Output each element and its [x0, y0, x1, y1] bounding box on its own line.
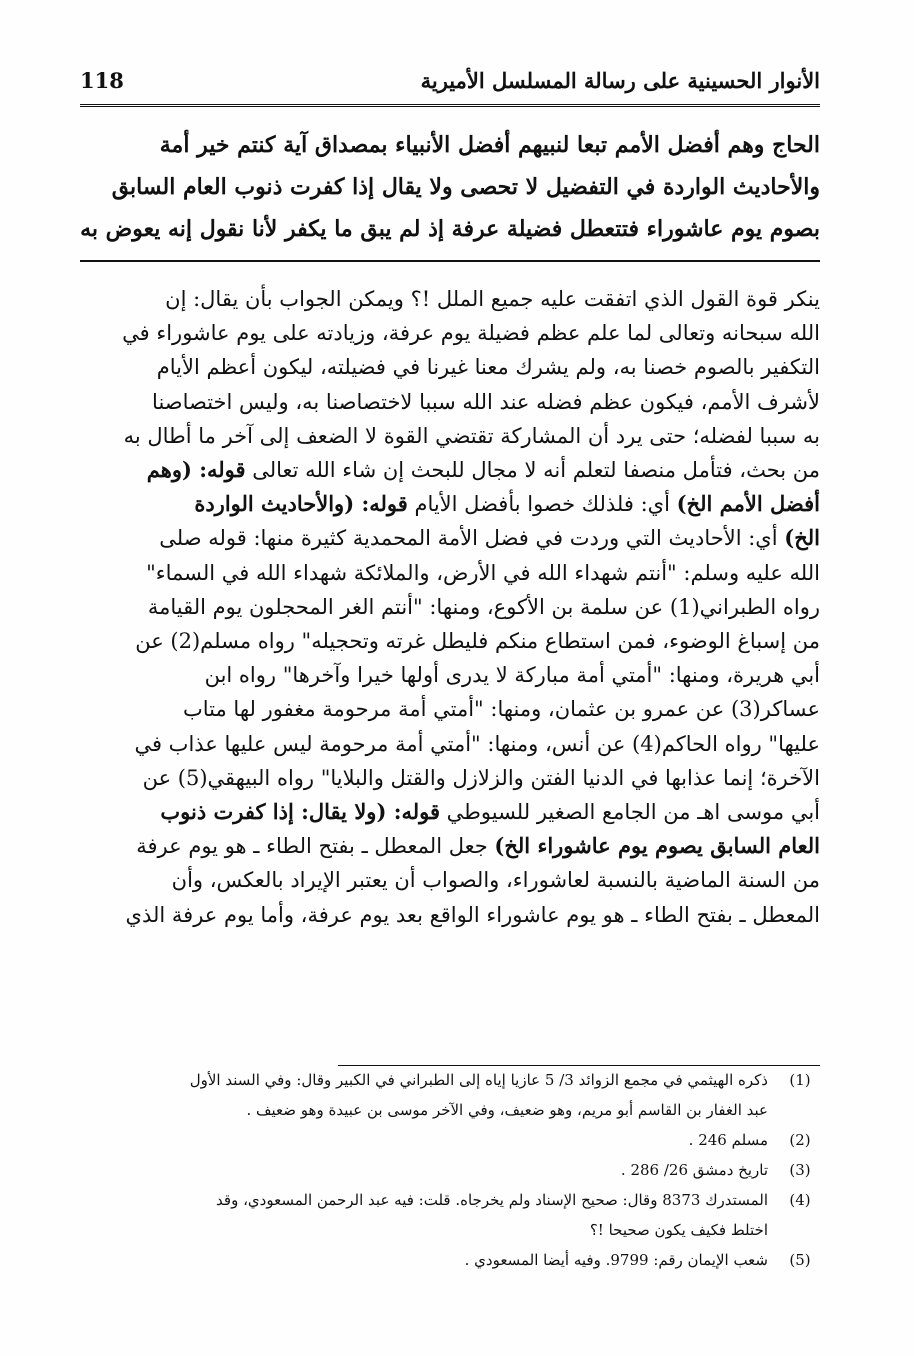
line-text: جعل المعطل ـ بفتح الطاء ـ هو يوم عرفة: [136, 834, 488, 859]
body-line: [80, 385, 820, 419]
body-line: [80, 453, 820, 487]
matn-text: [80, 124, 820, 250]
body-line: [80, 487, 820, 521]
line-text: عساكر(3) عن عمرو بن عثمان، ومنها: "أمتي أمة مرحومة مغفور لها متاب: [183, 697, 820, 722]
footnote: [80, 1245, 820, 1275]
footnote-line: شعب الإيمان رقم: 9799. وفيه أيضا المسعودي .: [464, 1251, 768, 1269]
body-line: [80, 282, 820, 316]
bold-lemma: قوله: (والأحاديث الواردة: [194, 491, 408, 517]
line-text: أبي هريرة، ومنها: "أمتي أمة مباركة لا يدرى أولها خيرا وآخرها" رواه ابن: [204, 663, 820, 688]
footnote-line: المستدرك 8373 وقال: صحيح الإسناد ولم يخرجاه. قلت: فيه عبد الرحمن المسعودي، وقد: [216, 1191, 768, 1209]
running-header: [80, 60, 820, 102]
bold-lemma: قوله: (ولا يقال: إذا كفرت ذنوب: [160, 799, 440, 825]
line-text: الله عليه وسلم: "أنتم شهداء الله في الأرض، والملائكة شهداء الله في السماء": [146, 560, 820, 585]
body-line: [80, 761, 820, 795]
line-text: التكفير بالصوم خصنا به، ولم يشرك معنا غيرنا في فضيلته، ليكون أعظم الأيام: [156, 355, 820, 380]
footnote-number: (3): [789, 1161, 811, 1179]
line-text: أبي موسى اهـ من الجامع الصغير للسيوطي: [446, 800, 820, 825]
footnote-line: اختلط فكيف يكون صحيحا !؟: [589, 1221, 768, 1239]
bold-lemma: الخ): [784, 525, 820, 551]
line-text: الآخرة؛ إنما عذابها في الدنيا الفتن والزلازل والقتل والبلايا" رواه البيهقي(5) عن: [142, 765, 820, 790]
matn-divider: [80, 260, 820, 262]
line-text: لأشرف الأمم، فيكون عظم فضله عند الله سببا لاختصاصنا به، وليس اختصاصنا: [152, 389, 820, 414]
line-text: ينكر قوة القول الذي اتفقت عليه جميع الملل !؟ ويمكن الجواب بأن يقال: إن: [165, 287, 820, 311]
body-line: [80, 658, 820, 692]
footnotes: [80, 1065, 820, 1275]
matn-line: الحاج وهم أفضل الأمم تبعا لنبيهم أفضل الأنبياء بمصداق آية كنتم خير أمة: [159, 132, 820, 158]
body-line: [80, 624, 820, 658]
body-line: [80, 521, 820, 555]
body-line: [80, 829, 820, 863]
body-line: [80, 898, 820, 932]
footnote-line: مسلم 246 .: [688, 1131, 768, 1149]
footnote: [80, 1185, 820, 1245]
footnote-number: (2): [789, 1131, 811, 1149]
page-number: 118: [80, 68, 124, 93]
body-line: [80, 590, 820, 624]
footnote-line: تاريخ دمشق 26/ 286 .: [620, 1161, 768, 1179]
line-text: من إسباغ الوضوء، فمن استطاع منكم فليطل غرته وتحجيله" رواه مسلم(2) عن: [135, 629, 820, 654]
header-rule: [80, 104, 820, 110]
body-line: [80, 863, 820, 897]
bold-lemma: العام السابق يصوم يوم عاشوراء الخ): [494, 833, 820, 859]
line-text: من السنة الماضية بالنسبة لعاشوراء، والصواب أن يعتبر الإيراد بالعكس، وأن: [171, 868, 820, 893]
commentary-text: [80, 282, 820, 932]
footnote-line: عبد الغفار بن القاسم أبو مريم، وهو ضعيف، وفي الآخر موسى بن عبيدة وهو ضعيف .: [246, 1101, 768, 1119]
body-line: [80, 727, 820, 761]
body-line: [80, 316, 820, 350]
body-line: [80, 795, 820, 829]
body-line: [80, 419, 820, 453]
line-text: رواه الطبراني(1) عن سلمة بن الأكوع، ومنها: "أنتم الغر المحجلون يوم القيامة: [147, 594, 820, 619]
footnote-number: (1): [789, 1071, 811, 1089]
matn-line: والأحاديث الواردة في التفضيل لا تحصى ولا يقال إذا كفرت ذنوب العام السابق: [111, 174, 820, 200]
line-text: أي: فلذلك خصوا بأفضل الأيام: [414, 492, 670, 517]
line-text: أي: الأحاديث التي وردت في فضل الأمة المحمدية كثيرة منها: قوله صلى: [159, 526, 778, 551]
footnote-line: ذكره الهيثمي في مجمع الزوائد 3/ 5 عازيا إياه إلى الطبراني في الكبير وقال: وفي السند الأول: [189, 1071, 768, 1089]
footnote: [80, 1065, 820, 1125]
footnote-number: (5): [789, 1251, 811, 1269]
line-text: المعطل ـ بفتح الطاء ـ هو يوم عاشوراء الواقع بعد يوم عرفة، وأما يوم عرفة الذي: [125, 902, 820, 927]
line-text: الله سبحانه وتعالى لما علم عظم فضيلة يوم عرفة، وزيادته على يوم عاشوراء في: [122, 321, 820, 346]
matn-line: بصوم يوم عاشوراء فتتعطل فضيلة عرفة إذ لم يبق ما يكفر لأنا نقول إنه يعوض به: [80, 216, 820, 242]
footnote-number: (4): [789, 1191, 811, 1209]
bold-lemma: قوله: (وهم: [146, 457, 246, 483]
footnote: [80, 1155, 820, 1185]
book-page: [80, 60, 820, 1310]
line-text: عليها" رواه الحاكم(4) عن أنس، ومنها: "أمتي أمة مرحومة ليس عليها عذاب في: [134, 731, 820, 756]
footnote: [80, 1125, 820, 1155]
line-text: من بحث، فتأمل منصفا لتعلم أنه لا مجال للبحث إن شاء الله تعالى: [252, 458, 820, 483]
bold-lemma: أفضل الأمم الخ): [676, 491, 820, 517]
line-text: به سببا لفضله؛ حتى يرد أن المشاركة تقتضي القوة لا الضعف إلى آخر ما أطال به: [123, 423, 820, 448]
body-line: [80, 556, 820, 590]
header-title: الأنوار الحسينية على رسالة المسلسل الأميرية: [420, 68, 820, 93]
body-line: [80, 692, 820, 726]
body-line: [80, 350, 820, 384]
